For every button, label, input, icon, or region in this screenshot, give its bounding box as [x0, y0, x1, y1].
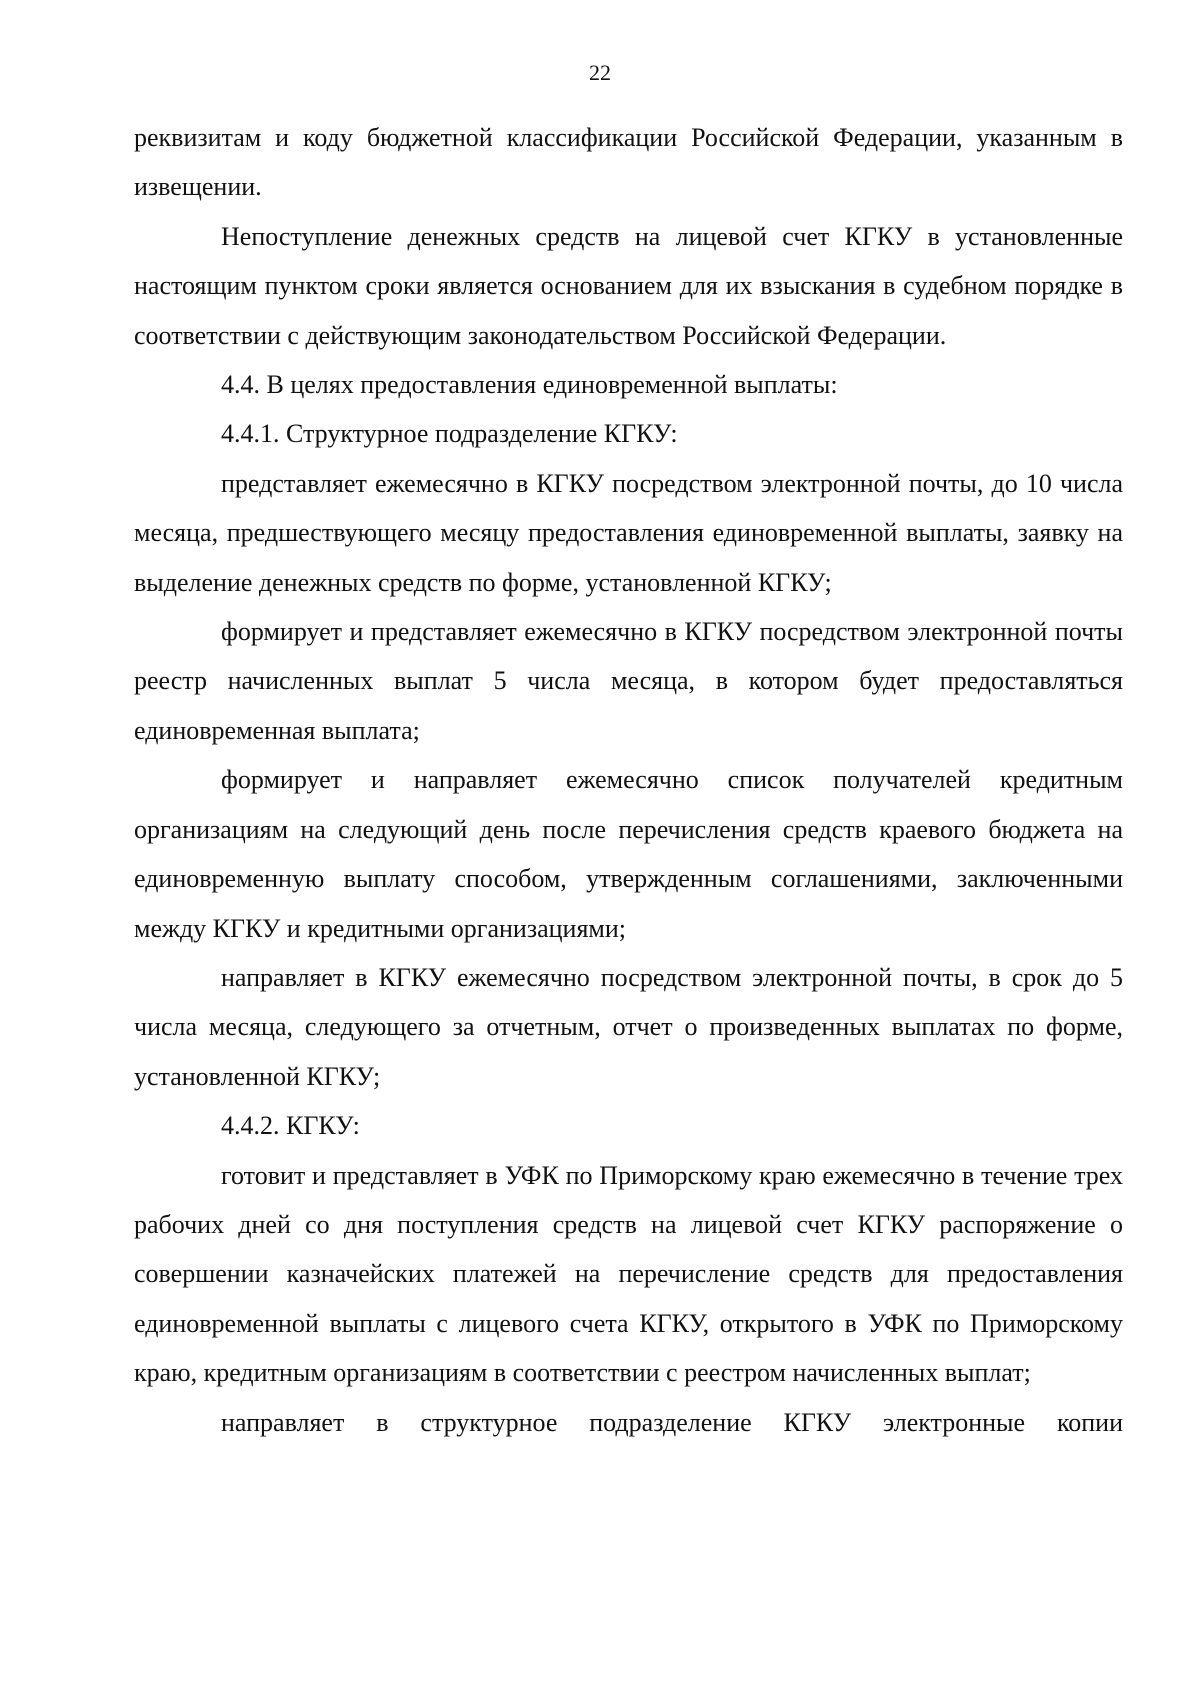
- paragraph-forms-registry: формирует и представляет ежемесячно в КГКУ посредством электронной почты реестр начисленных выплат 5 числа месяца, в котором будет предоставляться единовременная выплата;: [134, 617, 1123, 745]
- document-body: [134, 113, 1123, 1447]
- paragraph-sends-recipient-list: формирует и направляет ежемесячно список получателей кредитным организациям на следующий день после перечисления средств краевого бюджета на единовременную выплату способом, утвержденным соглашениями, заключенными между КГКУ и кредитными организациями;: [134, 765, 1123, 943]
- page-number: 22: [589, 60, 611, 85]
- paragraph-4-4-heading: 4.4. В целях предоставления единовременной выплаты:: [221, 370, 838, 400]
- paragraph-sends-report: направляет в КГКУ ежемесячно посредством электронной почты, в срок до 5 числа месяца, следующего за отчетным, отчет о произведенных выплатах по форме, установленной КГКУ;: [134, 962, 1123, 1091]
- paragraph-submits-request: представляет ежемесячно в КГКУ посредством электронной почты, до 10 числа месяца, предшествующего месяцу предоставления единовременной выплаты, заявку на выделение денежных средств по форме, установленной КГКУ;: [134, 468, 1123, 597]
- paragraph-4-4-2-heading: 4.4.2. КГКУ:: [221, 1111, 360, 1141]
- paragraph-sends-copies: направляет в структурное подразделение КГКУ электронные копии: [221, 1407, 1123, 1437]
- paragraph-4-4-1-heading: 4.4.1. Структурное подразделение КГКУ:: [221, 419, 678, 449]
- paragraph-non-receipt: Непоступление денежных средств на лицевой счет КГКУ в установленные настоящим пунктом сроки является основанием для их взыскания в судебном порядке в соответствии с действующим законодательством Российской Федерации.: [134, 221, 1123, 350]
- paragraph-prepares-order: готовит и представляет в УФК по Приморскому краю ежемесячно в течение трех рабочих дней со дня поступления средств на лицевой счет КГКУ распоряжение о совершении казначейских платежей на перечисление средств для предоставления единовременной выплаты с лицевого счета КГКУ, открытого в УФК по Приморскому краю, кредитным организациям в соответствии с реестром начисленных выплат;: [134, 1160, 1123, 1388]
- paragraph-requisites: реквизитам и коду бюджетной классификации Российской Федерации, указанным в извещении.: [134, 123, 1123, 202]
